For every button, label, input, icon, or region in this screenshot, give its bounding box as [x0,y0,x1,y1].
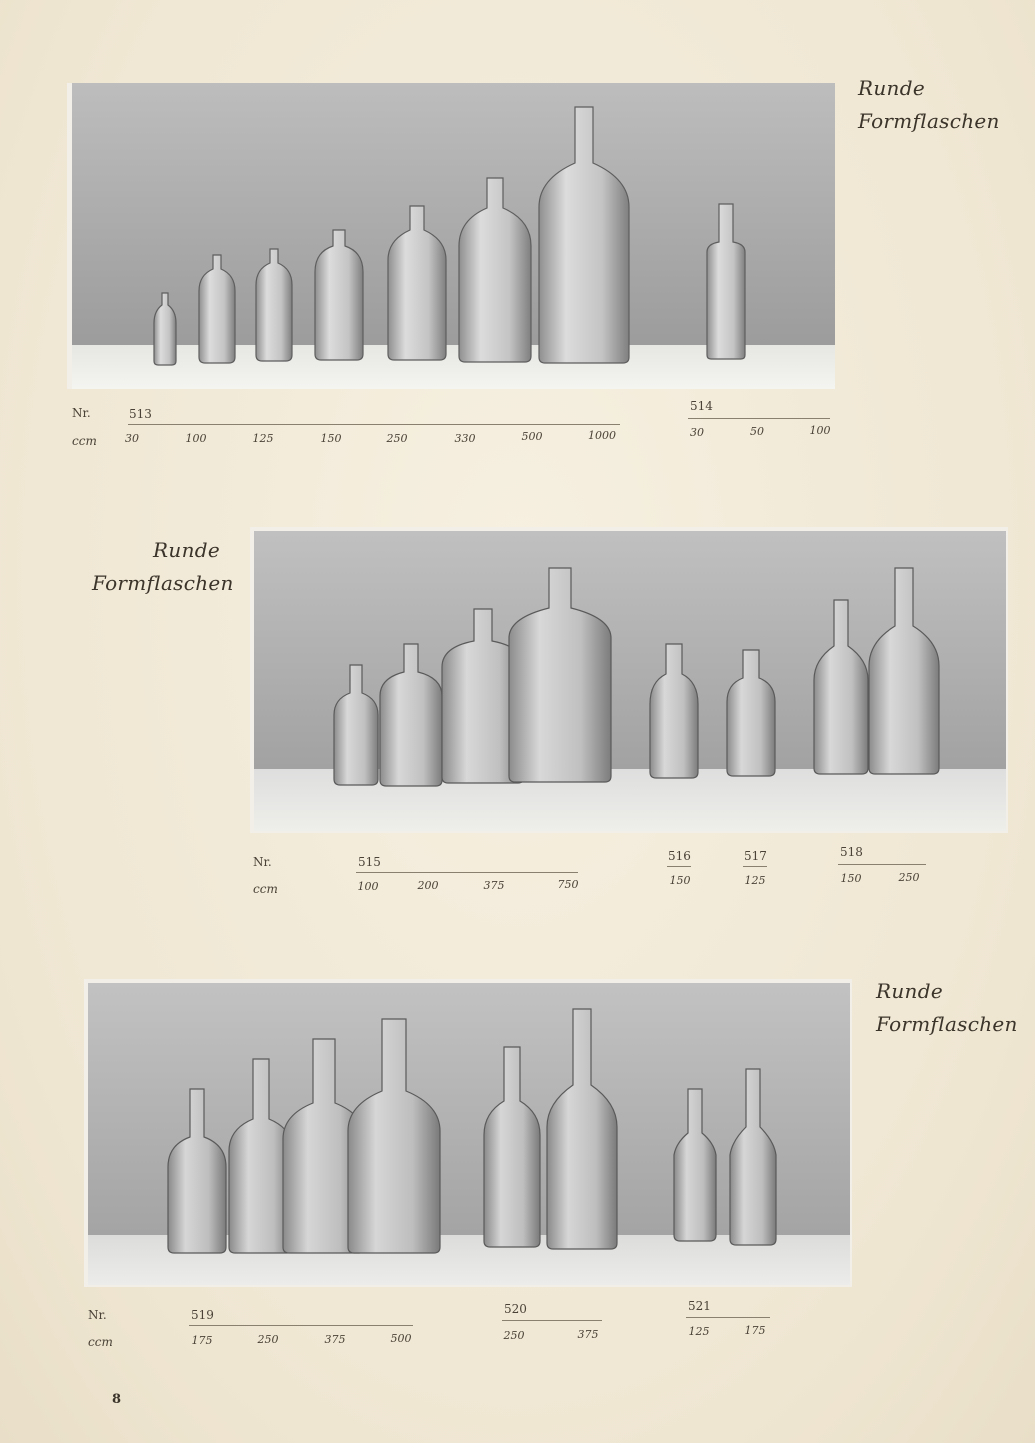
model-number-514: 514 [690,399,713,413]
model-number-517: 517 [744,849,767,863]
divider-rule [838,864,926,865]
divider-rule [502,1320,602,1321]
capacity-value: 250 [503,1329,525,1342]
caption-line-1: Runde [153,538,220,562]
page-number: 8 [112,1392,122,1407]
capacity-value: 250 [898,871,920,884]
nr-label: Nr. [253,855,272,869]
capacity-value: 125 [252,432,274,445]
capacity-value: 330 [454,432,476,445]
model-number-513: 513 [129,407,152,421]
model-number-518: 518 [840,845,863,859]
divider-rule [189,1325,413,1326]
divider-rule [667,866,691,867]
capacity-value: 375 [483,879,505,892]
capacity-value: 375 [577,1328,599,1341]
capacity-value: 100 [185,432,207,445]
capacity-value: 500 [521,430,543,443]
caption-line-2: Formflaschen [858,109,1000,133]
nr-label: Nr. [72,406,91,420]
model-number-519: 519 [191,1308,214,1322]
capacity-value: 250 [386,432,408,445]
divider-rule [356,872,578,873]
capacity-value: 150 [840,872,862,885]
capacity-value: 375 [324,1333,346,1346]
divider-rule [128,424,620,425]
nr-label: Nr. [88,1308,107,1322]
capacity-value: 125 [688,1325,710,1338]
capacity-value: 500 [390,1332,412,1345]
capacity-value: 150 [669,874,691,887]
ccm-label: ccm [253,882,278,896]
capacity-value: 125 [744,874,766,887]
divider-rule [688,418,830,419]
divider-rule [743,866,767,867]
model-number-520: 520 [504,1302,527,1316]
model-number-515: 515 [358,855,381,869]
ccm-label: ccm [72,434,97,448]
capacity-value: 175 [191,1334,213,1347]
capacity-value: 750 [557,878,579,891]
caption-line-2: Formflaschen [876,1012,1018,1036]
bottle-photo-1 [67,83,835,389]
capacity-value: 200 [417,879,439,892]
capacity-value: 30 [690,426,704,439]
capacity-value: 150 [320,432,342,445]
section-1-caption [858,72,1000,138]
capacity-value: 100 [357,880,379,893]
capacity-value: 100 [809,424,831,437]
bottle-photo-3 [84,979,852,1287]
capacity-value: 175 [744,1324,766,1337]
model-number-521: 521 [688,1299,711,1313]
section-2-caption [92,534,234,600]
section-3-caption [876,975,1018,1041]
bottle-photo-2 [250,527,1008,833]
caption-line-1: Runde [876,979,943,1003]
capacity-value: 30 [125,432,139,445]
capacity-value: 250 [257,1333,279,1346]
ccm-label: ccm [88,1335,113,1349]
capacity-value: 50 [750,425,764,438]
divider-rule [686,1317,770,1318]
capacity-value: 1000 [588,429,616,442]
caption-line-2: Formflaschen [92,571,234,595]
caption-line-1: Runde [858,76,925,100]
model-number-516: 516 [668,849,691,863]
